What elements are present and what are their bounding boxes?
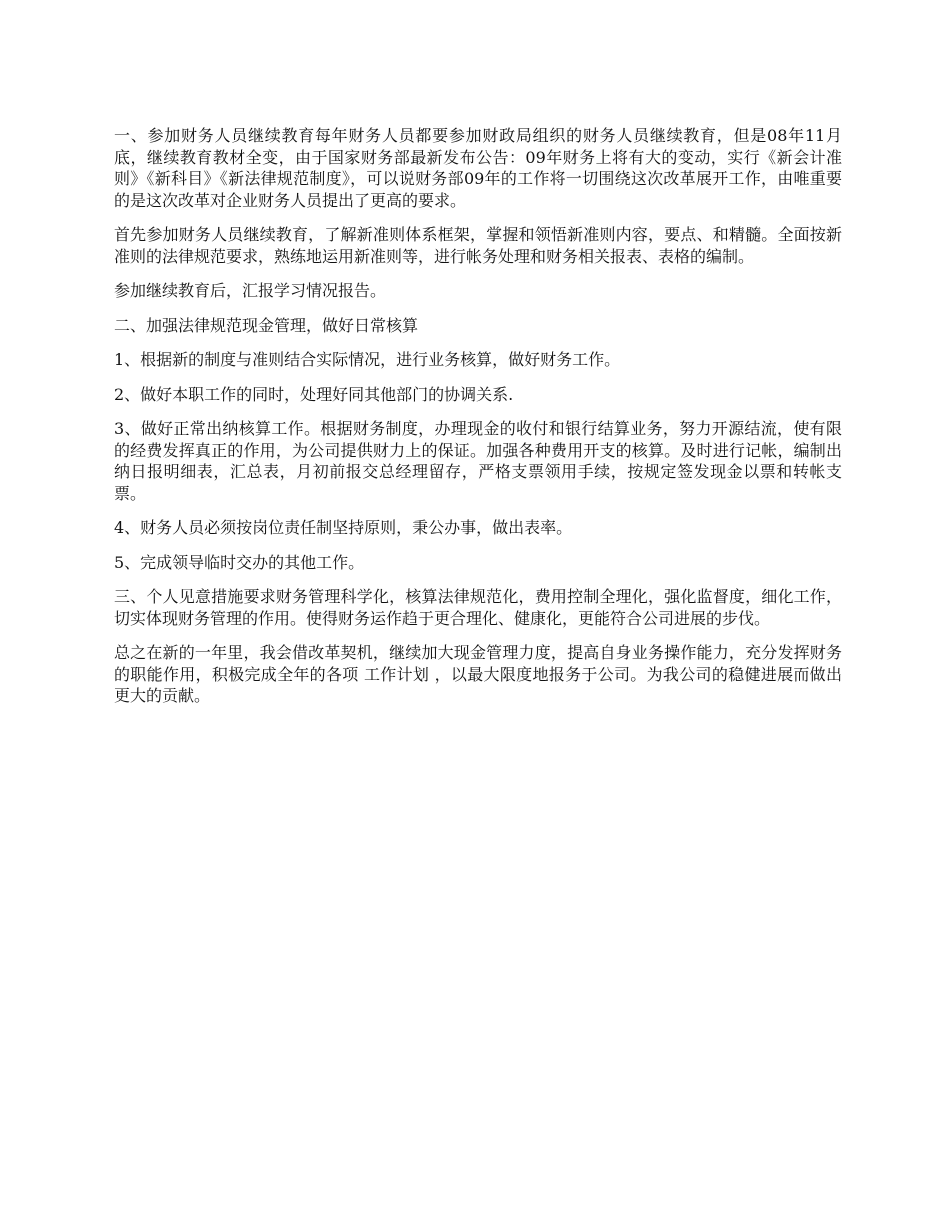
paragraph-suggestions: 三、个人见意措施要求财务管理科学化，核算法律规范化，费用控制全理化，强化监督度，细化工作，切实体现财务管理的作用。使得财务运作趋于更合理化、健康化，更能符合公司进展的步伐。 [114,587,842,628]
section-heading-cash-management: 二、加强法律规范现金管理，做好日常核算 [114,315,419,335]
document-body [114,125,842,720]
paragraph-new-standards: 首先参加财务人员继续教育，了解新准则体系框架，掌握和领悟新准则内容，要点、和精髓。全面按新准则的法律规范要求，熟练地运用新准则等，进行帐务处理和财务相关报表、表格的编制。 [114,225,842,266]
list-item-1: 1、根据新的制度与准则结合实际情况，进行业务核算，做好财务工作。 [114,350,621,369]
paragraph-report: 参加继续教育后，汇报学习情况报告。 [114,281,387,300]
list-item-2: 2、做好本职工作的同时，处理好同其他部门的协调关系. [114,384,514,404]
paragraph-conclusion: 总之在新的一年里，我会借改革契机，继续加大现金管理力度，提高自身业务操作能力，充分发挥财务的职能作用，积极完成全年的各项 工作计划 ，以最大限度地报务于公司。为我公司的稳健进展而做出更大的贡献。 [114,643,842,705]
paragraph-continuing-education: 一、参加财务人员继续教育每年财务人员都要参加财政局组织的财务人员继续教育，但是08年11月底，继续教育教材全变，由于国家财务部最新发布公告：09年财务上将有大的变动，实行《新会计准则》《新科目》《新法律规范制度》，可以说财务部09年的工作将一切围绕这次改革展开工作，由唯重要的是这次改革对企业财务人员提出了更高的要求。 [114,126,842,210]
list-item-3: 3、做好正常出纳核算工作。根据财务制度，办理现金的收付和银行结算业务，努力开源结流，使有限的经费发挥真正的作用，为公司提供财力上的保证。加强各种费用开支的核算。及时进行记帐，编制出纳日报明细表，汇总表，月初前报交总经理留存，严格支票领用手续，按规定签发现金以票和转帐支票。 [114,419,842,503]
list-item-4: 4、财务人员必须按岗位责任制坚持原则，秉公办事，做出表率。 [114,518,573,537]
list-item-5: 5、完成领导临时交办的其他工作。 [114,552,365,572]
